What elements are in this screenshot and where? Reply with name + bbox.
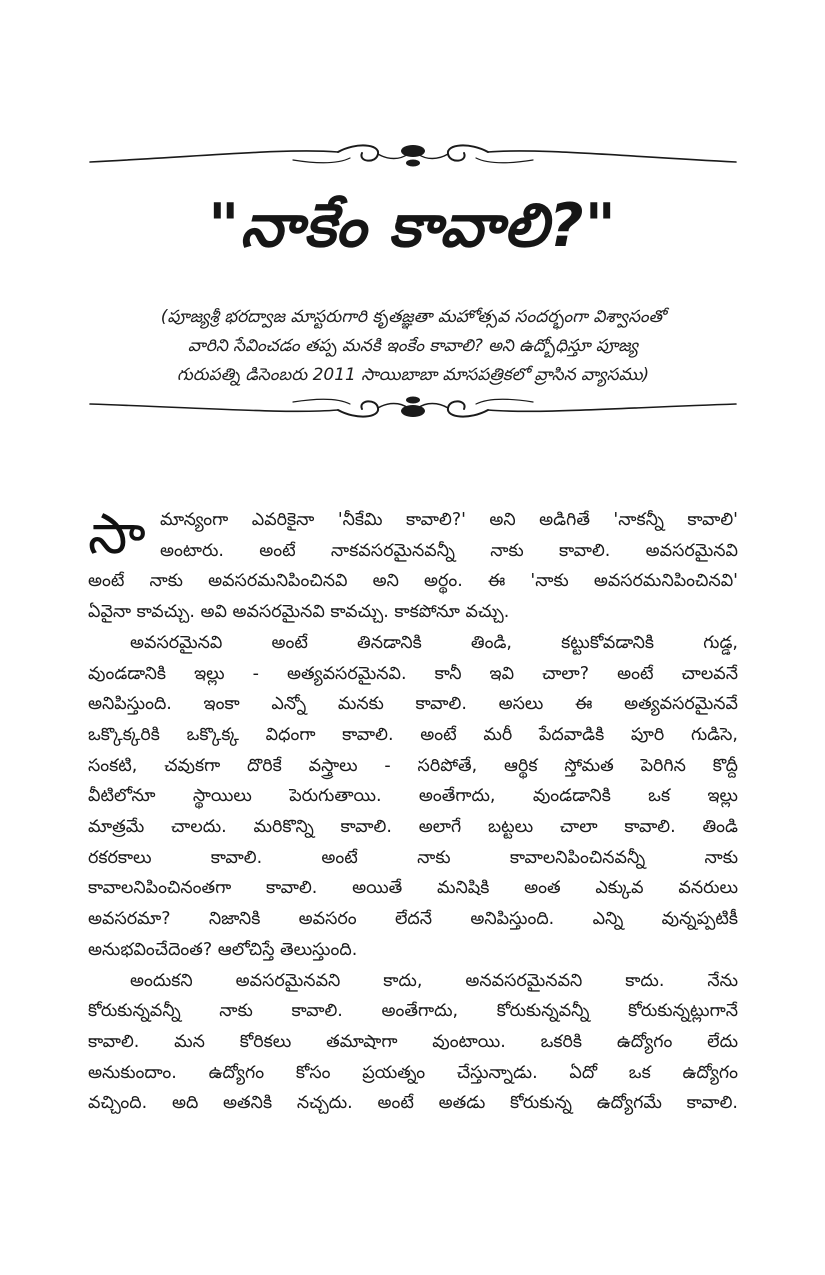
- text-line: ఒక్కొక్కరికి ఒక్కొక్క విధంగా కావాలి. అంటే మరీ పేదవాడికి పూరి గుడిసె,: [88, 724, 738, 745]
- text-line: అవసరమా? నిజానికి అవసరం లేదనే అనిపిస్తుంది. ఎన్ని వున్నప్పటికీ: [88, 909, 738, 930]
- bottom-ornament-divider: [88, 392, 738, 426]
- text-line: అనుభవించేదెంత? ఆలోచిస్తే తెలుస్తుంది.: [88, 939, 358, 960]
- text-line: మాత్రమే చాలదు. మరికొన్ని కావాలి. అలాగే బట్టలు చాలా కావాలి. తిండి: [88, 817, 738, 838]
- subtitle-line: గురుపత్ని డిసెంబరు 2011 సాయిబాబా మాసపత్రికలో వ్రాసిన వ్యాసము): [176, 365, 650, 385]
- paragraph-3: [88, 966, 738, 1120]
- paragraph-1: [88, 502, 738, 628]
- text-line: కావాలి. మన కోరికలు తమాషాగా వుంటాయి. ఒకరికి ఉద్యోగం లేదు: [88, 1031, 738, 1052]
- text-line: కావాలనిపించినంతగా కావాలి. అయితే మనిషికి అంత ఎక్కువ వనరులు: [88, 878, 738, 899]
- text-line: కోరుకున్నవన్నీ నాకు కావాలి. అంతేగాదు, కోరుకున్నవన్నీ కోరుకున్నట్లుగానే: [88, 1001, 738, 1022]
- text-line: ఏవైనా కావచ్చు. అవి అవసరమైనవి కావచ్చు. కాకపోనూ వచ్చు.: [88, 602, 510, 623]
- text-line: వుండడానికి ఇల్లు - అత్యవసరమైనవి. కానీ ఇవి చాలా? అంటే చాలవనే: [88, 663, 738, 684]
- text-line: వీటిలోనూ స్థాయిలు పెరుగుతాయి. అంతేగాదు, వుండడానికి ఒక ఇల్లు: [88, 786, 738, 807]
- top-ornament-divider: [88, 138, 738, 172]
- text-line: అనుకుందాం. ఉద్యోగం కోసం ప్రయత్నం చేస్తున్నాడు. ఏదో ఒక ఉద్యోగం: [88, 1062, 738, 1083]
- paragraph-2: [88, 628, 738, 966]
- page-title: "నాకేం కావాలి?": [208, 191, 617, 261]
- drop-cap: సా: [88, 502, 146, 567]
- text-line: మాన్యంగా ఎవరికైనా 'నీకేమి కావాలి?' అని అడిగితే 'నాకన్నీ కావాలి': [160, 510, 738, 530]
- text-line: రకరకాలు కావాలి. అంటే నాకు కావాలనిపించినవన్నీ నాకు: [88, 847, 738, 868]
- subtitle-line: వారిని సేవించడం తప్ప మనకి ఇంకేం కావాలి? అని ఉద్బోధిస్తూ పూజ్య: [187, 336, 639, 356]
- text-line: అవసరమైనవి అంటే తినడానికి తిండి, కట్టుకోవడానికి గుడ్డ,: [130, 632, 738, 653]
- text-line: సంకటి, చవుకగా దొరికే వస్త్రాలు - సరిపోతే, ఆర్థిక స్తోమత పెరిగిన కొద్దీ: [88, 755, 738, 776]
- subtitle-note: [88, 303, 738, 390]
- text-line: అంటారు. అంటే నాకవసరమైనవన్నీ నాకు కావాలి. అవసరమైనవి: [160, 540, 738, 561]
- text-line: అనిపిస్తుంది. ఇంకా ఎన్నో మనకు కావాలి. అసలు ఈ అత్యవసరమైనవే: [88, 694, 738, 715]
- text-line: అందుకని అవసరమైనవని కాదు, అనవసరమైనవని కాదు. నేను: [130, 970, 738, 991]
- text-line: వచ్చింది. అది అతనికి నచ్చదు. అంటే అతడు కోరుకున్న ఉద్యోగమే కావాలి.: [88, 1093, 738, 1114]
- subtitle-line: (పూజ్యశ్రీ భరద్వాజ మాస్టరుగారి కృతజ్ఞతా మహోత్సవ సందర్భంగా విశ్వాసంతో: [160, 307, 666, 327]
- article-body: [88, 502, 738, 1119]
- text-line: అంటే నాకు అవసరమనిపించినవి అని అర్థం. ఈ 'నాకు అవసరమనిపించినవి': [88, 571, 738, 592]
